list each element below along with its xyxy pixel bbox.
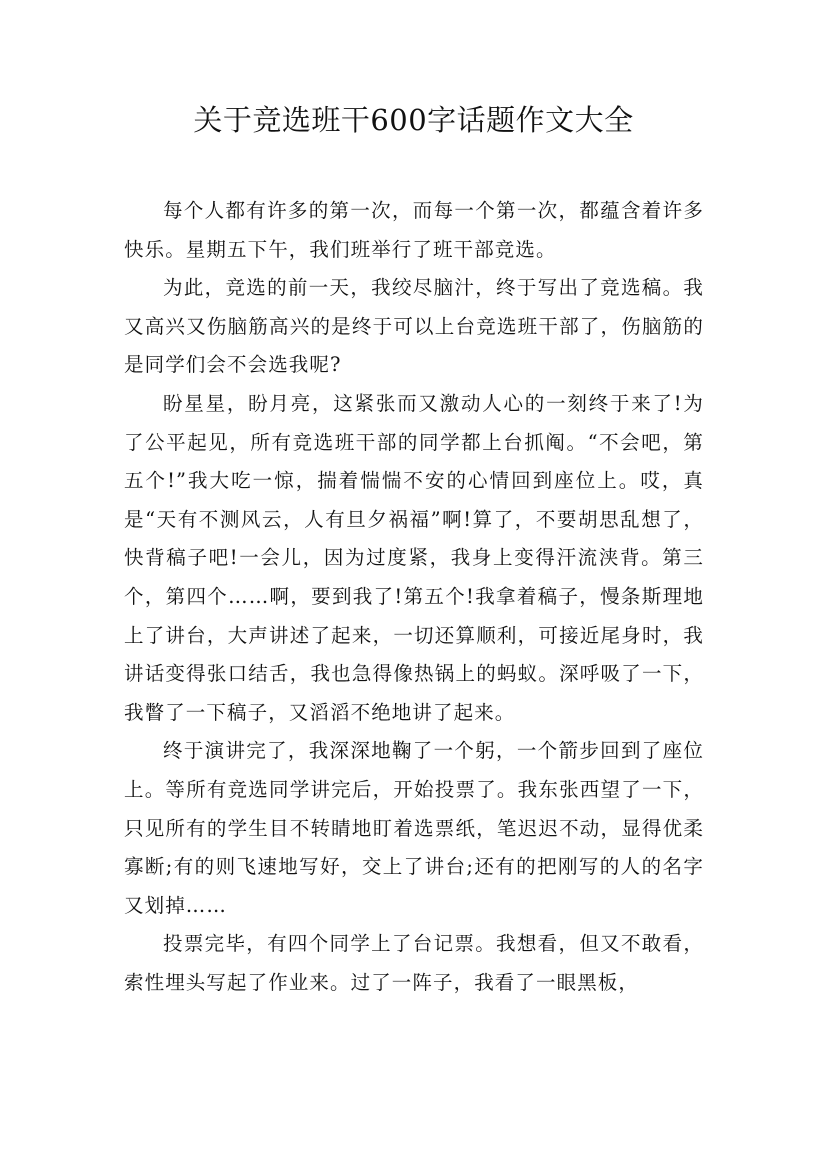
document-title: 关于竞选班干600字话题作文大全 (193, 103, 634, 137)
paragraph: 投票完毕，有四个同学上了台记票。我想看，但又不敢看，索性埋头写起了作业来。过了一阵子，我看了一眼黑板， (124, 932, 704, 994)
document-body (124, 192, 704, 1002)
paragraph: 盼星星，盼月亮，这紧张而又激动人心的一刻终于来了!为了公平起见，所有竞选班干部的同学都上台抓阄。“不会吧，第五个!”我大吃一惊，揣着惴惴不安的心情回到座位上。哎，真是“天有不测风云，人有旦夕祸福”啊!算了，不要胡思乱想了，快背稿子吧!一会儿，因为过度紧，我身上变得汗流浃背。第三个，第四个……啊，要到我了!第五个!我拿着稿子，慢条斯理地上了讲台，大声讲述了起来，一切还算顺利，可接近尾身时，我讲话变得张口结舌，我也急得像热锅上的蚂蚁。深呼吸了一下，我瞥了一下稿子，又滔滔不绝地讲了起来。 (124, 391, 704, 724)
paragraph: 终于演讲完了，我深深地鞠了一个躬，一个箭步回到了座位上。等所有竞选同学讲完后，开始投票了。我东张西望了一下，只见所有的学生目不转睛地盯着选票纸，笔迟迟不动，显得优柔寡断;有的则飞速地写好，交上了讲台;还有的把刚写的人的名字又划掉…… (124, 739, 704, 917)
paragraph: 为此，竞选的前一天，我绞尽脑汁，终于写出了竞选稿。我又高兴又伤脑筋高兴的是终于可以上台竞选班干部了，伤脑筋的是同学们会不会选我呢? (124, 276, 704, 377)
paragraph: 每个人都有许多的第一次，而每一个第一次，都蕴含着许多快乐。星期五下午，我们班举行了班干部竞选。 (124, 199, 704, 261)
